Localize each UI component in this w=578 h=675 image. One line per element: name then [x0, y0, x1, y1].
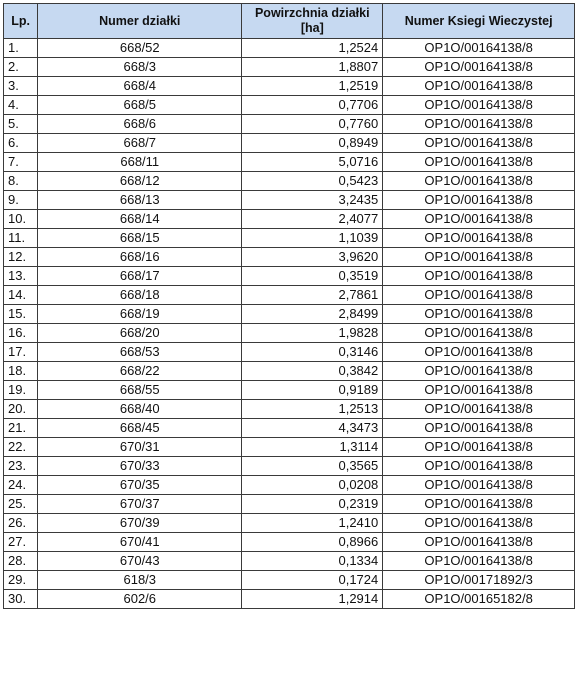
row-land-register: OP1O/00164138/8: [383, 324, 575, 343]
row-lp: 7.: [4, 153, 38, 172]
row-area: 2,8499: [242, 305, 383, 324]
header-area: [242, 4, 383, 39]
row-parcel-number: 668/13: [38, 191, 242, 210]
row-land-register: OP1O/00164138/8: [383, 362, 575, 381]
row-parcel-number: 602/6: [38, 590, 242, 609]
row-parcel-number: 668/22: [38, 362, 242, 381]
row-parcel-number: 668/53: [38, 343, 242, 362]
row-lp: 1.: [4, 39, 38, 58]
row-lp: 24.: [4, 476, 38, 495]
table-row: [4, 343, 575, 362]
row-lp: 3.: [4, 77, 38, 96]
row-area: 2,7861: [242, 286, 383, 305]
row-land-register: OP1O/00164138/8: [383, 58, 575, 77]
row-lp: 9.: [4, 191, 38, 210]
row-parcel-number: 670/35: [38, 476, 242, 495]
header-parcel-number: Numer działki: [38, 4, 242, 39]
row-parcel-number: 668/6: [38, 115, 242, 134]
row-parcel-number: 668/12: [38, 172, 242, 191]
table-row: [4, 590, 575, 609]
table-row: [4, 267, 575, 286]
row-land-register: OP1O/00164138/8: [383, 438, 575, 457]
row-lp: 17.: [4, 343, 38, 362]
table-row: [4, 419, 575, 438]
row-parcel-number: 668/5: [38, 96, 242, 115]
row-land-register: OP1O/00164138/8: [383, 400, 575, 419]
table-row: [4, 400, 575, 419]
header-land-register: Numer Ksiegi Wieczystej: [383, 4, 575, 39]
row-lp: 14.: [4, 286, 38, 305]
row-land-register: OP1O/00171892/3: [383, 571, 575, 590]
table-row: [4, 153, 575, 172]
row-parcel-number: 668/14: [38, 210, 242, 229]
row-area: 1,2410: [242, 514, 383, 533]
row-lp: 30.: [4, 590, 38, 609]
table-row: [4, 305, 575, 324]
row-land-register: OP1O/00164138/8: [383, 248, 575, 267]
row-parcel-number: 668/40: [38, 400, 242, 419]
row-parcel-number: 670/41: [38, 533, 242, 552]
row-area: 1,3114: [242, 438, 383, 457]
header-area-unit: [ha]: [300, 21, 324, 35]
table-row: [4, 134, 575, 153]
table-row: [4, 381, 575, 400]
row-lp: 12.: [4, 248, 38, 267]
row-land-register: OP1O/00164138/8: [383, 267, 575, 286]
row-parcel-number: 668/19: [38, 305, 242, 324]
row-lp: 15.: [4, 305, 38, 324]
row-area: 0,9189: [242, 381, 383, 400]
table-row: [4, 96, 575, 115]
table-row: [4, 77, 575, 96]
table-row: [4, 58, 575, 77]
table-row: [4, 210, 575, 229]
row-lp: 26.: [4, 514, 38, 533]
row-area: 2,4077: [242, 210, 383, 229]
row-area: 1,2914: [242, 590, 383, 609]
table-row: [4, 571, 575, 590]
row-parcel-number: 668/55: [38, 381, 242, 400]
row-land-register: OP1O/00164138/8: [383, 419, 575, 438]
row-area: 0,3842: [242, 362, 383, 381]
row-parcel-number: 670/37: [38, 495, 242, 514]
row-land-register: OP1O/00164138/8: [383, 115, 575, 134]
row-area: 5,0716: [242, 153, 383, 172]
table-row: [4, 172, 575, 191]
row-lp: 22.: [4, 438, 38, 457]
row-area: 1,8807: [242, 58, 383, 77]
table-header-row: [4, 4, 575, 39]
row-area: 0,5423: [242, 172, 383, 191]
row-parcel-number: 668/16: [38, 248, 242, 267]
row-lp: 19.: [4, 381, 38, 400]
row-area: 3,9620: [242, 248, 383, 267]
row-lp: 18.: [4, 362, 38, 381]
row-parcel-number: 668/52: [38, 39, 242, 58]
table-row: [4, 324, 575, 343]
row-area: 4,3473: [242, 419, 383, 438]
table-row: [4, 514, 575, 533]
row-lp: 23.: [4, 457, 38, 476]
row-land-register: OP1O/00164138/8: [383, 476, 575, 495]
row-area: 0,7706: [242, 96, 383, 115]
row-land-register: OP1O/00164138/8: [383, 153, 575, 172]
header-lp: Lp.: [4, 4, 38, 39]
row-lp: 11.: [4, 229, 38, 248]
row-area: 0,8966: [242, 533, 383, 552]
row-parcel-number: 670/33: [38, 457, 242, 476]
row-parcel-number: 668/7: [38, 134, 242, 153]
table-body: [4, 39, 575, 609]
table-row: [4, 191, 575, 210]
row-land-register: OP1O/00164138/8: [383, 514, 575, 533]
row-land-register: OP1O/00164138/8: [383, 39, 575, 58]
table-row: [4, 248, 575, 267]
row-parcel-number: 668/17: [38, 267, 242, 286]
row-lp: 29.: [4, 571, 38, 590]
row-area: 0,3146: [242, 343, 383, 362]
row-lp: 27.: [4, 533, 38, 552]
header-area-label: Powirzchnia działki: [254, 6, 370, 20]
row-area: 0,2319: [242, 495, 383, 514]
row-area: 0,7760: [242, 115, 383, 134]
row-land-register: OP1O/00164138/8: [383, 533, 575, 552]
row-lp: 4.: [4, 96, 38, 115]
row-parcel-number: 668/11: [38, 153, 242, 172]
row-land-register: OP1O/00164138/8: [383, 172, 575, 191]
row-lp: 20.: [4, 400, 38, 419]
row-area: 1,1039: [242, 229, 383, 248]
table-row: [4, 286, 575, 305]
row-parcel-number: 668/3: [38, 58, 242, 77]
row-parcel-number: 668/45: [38, 419, 242, 438]
row-land-register: OP1O/00164138/8: [383, 457, 575, 476]
table-row: [4, 533, 575, 552]
row-land-register: OP1O/00164138/8: [383, 381, 575, 400]
row-area: 0,1724: [242, 571, 383, 590]
row-lp: 25.: [4, 495, 38, 514]
row-land-register: OP1O/00164138/8: [383, 96, 575, 115]
row-land-register: OP1O/00164138/8: [383, 343, 575, 362]
row-area: 1,2513: [242, 400, 383, 419]
row-lp: 5.: [4, 115, 38, 134]
row-land-register: OP1O/00164138/8: [383, 305, 575, 324]
row-lp: 21.: [4, 419, 38, 438]
row-area: 3,2435: [242, 191, 383, 210]
table-row: [4, 457, 575, 476]
row-area: 0,3565: [242, 457, 383, 476]
table-row: [4, 115, 575, 134]
table-row: [4, 438, 575, 457]
row-parcel-number: 618/3: [38, 571, 242, 590]
table-row: [4, 476, 575, 495]
row-land-register: OP1O/00164138/8: [383, 134, 575, 153]
row-parcel-number: 668/18: [38, 286, 242, 305]
row-parcel-number: 670/43: [38, 552, 242, 571]
row-land-register: OP1O/00165182/8: [383, 590, 575, 609]
table-row: [4, 362, 575, 381]
row-lp: 10.: [4, 210, 38, 229]
row-parcel-number: 668/20: [38, 324, 242, 343]
row-land-register: OP1O/00164138/8: [383, 286, 575, 305]
row-lp: 6.: [4, 134, 38, 153]
row-parcel-number: 668/4: [38, 77, 242, 96]
row-parcel-number: 670/39: [38, 514, 242, 533]
row-land-register: OP1O/00164138/8: [383, 210, 575, 229]
row-parcel-number: 670/31: [38, 438, 242, 457]
row-land-register: OP1O/00164138/8: [383, 77, 575, 96]
row-area: 1,2524: [242, 39, 383, 58]
row-area: 1,9828: [242, 324, 383, 343]
row-area: 1,2519: [242, 77, 383, 96]
parcels-table: [3, 3, 575, 609]
row-lp: 28.: [4, 552, 38, 571]
table-row: [4, 229, 575, 248]
row-area: 0,0208: [242, 476, 383, 495]
row-land-register: OP1O/00164138/8: [383, 191, 575, 210]
row-area: 0,8949: [242, 134, 383, 153]
row-lp: 8.: [4, 172, 38, 191]
row-area: 0,1334: [242, 552, 383, 571]
row-lp: 16.: [4, 324, 38, 343]
row-parcel-number: 668/15: [38, 229, 242, 248]
row-land-register: OP1O/00164138/8: [383, 552, 575, 571]
table-row: [4, 495, 575, 514]
row-land-register: OP1O/00164138/8: [383, 229, 575, 248]
row-land-register: OP1O/00164138/8: [383, 495, 575, 514]
table-row: [4, 39, 575, 58]
row-lp: 2.: [4, 58, 38, 77]
table-row: [4, 552, 575, 571]
row-area: 0,3519: [242, 267, 383, 286]
row-lp: 13.: [4, 267, 38, 286]
